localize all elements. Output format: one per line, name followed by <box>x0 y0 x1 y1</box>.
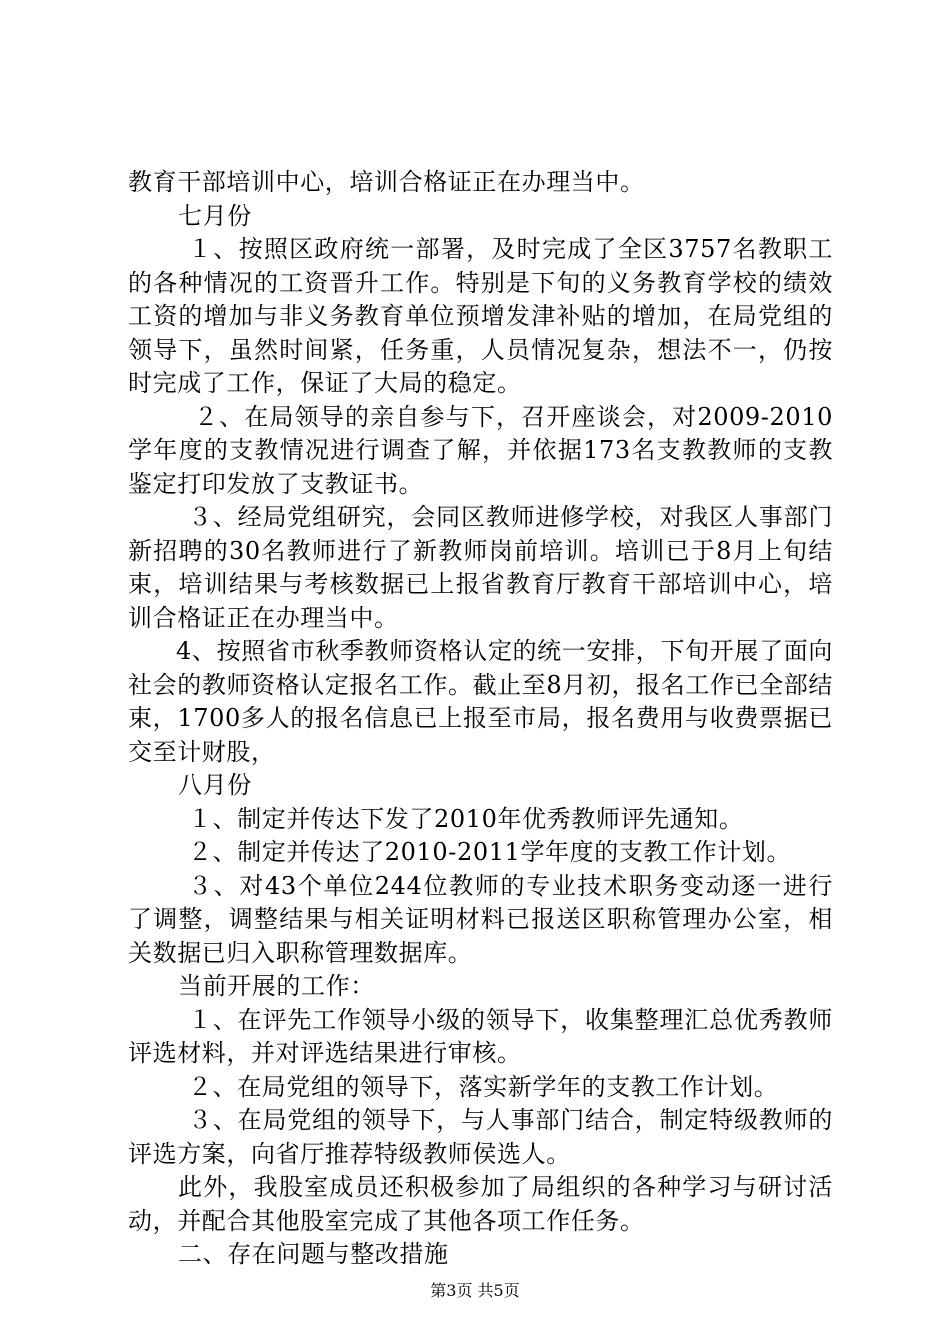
paragraph-continuation: 教育干部培训中心，培训合格证正在办理当中。 <box>128 168 645 196</box>
paragraph-july-item-3: ３、经局党组研究，会同区教师进修学校，对我区人事部门新招聘的30名教师进行了新教师岗前培训。培训已于8月上旬结束，培训结果与考核数据已上报省教育厅教育干部培训中心，培训合格证正在办理当中。 <box>128 503 833 632</box>
paragraph-current-item-1: １、在评先工作领导小级的领导下，收集整理汇总优秀教师评选材料，并对评选结果进行审核。 <box>128 1005 833 1067</box>
paragraph-august-item-2: ２、制定并传达了2010-2011学年度的支教工作计划。 <box>188 838 792 866</box>
page-number-footer: 第3页 共5页 <box>430 1281 520 1300</box>
section-heading-problems: 二、存在问题与整改措施 <box>178 1240 449 1268</box>
paragraph-additional: 此外，我股室成员还积极参加了局组织的各种学习与研讨活动，并配合其他股室完成了其他各项工作任务。 <box>128 1173 833 1235</box>
section-heading-current-work: 当前开展的工作： <box>178 972 375 1000</box>
paragraph-august-item-1: １、制定并传达下发了2010年优秀教师评先通知。 <box>188 804 744 833</box>
document-body <box>128 166 833 1272</box>
paragraph-july-item-2: ２、在局领导的亲自参与下，召开座谈会，对2009-2010学年度的支教情况进行调查了解，并依据173名支教教师的支教鉴定打印发放了支教证书。 <box>128 402 833 498</box>
paragraph-july-item-4: 4、按照省市秋季教师资格认定的统一安排，下旬开展了面向社会的教师资格认定报名工作。截止至8月初，报名工作已全部结束，1700多人的报名信息已上报至市局，报名费用与收费票据已交至计财股， <box>128 637 833 766</box>
paragraph-current-item-2: ２、在局党组的领导下，落实新学年的支教工作计划。 <box>188 1072 779 1101</box>
section-heading-july: 七月份 <box>178 201 252 230</box>
paragraph-current-item-3: ３、在局党组的领导下，与人事部门结合，制定特级教师的评选方案，向省厅推荐特级教师侯选人。 <box>128 1106 833 1168</box>
section-heading-august: 八月份 <box>178 771 252 799</box>
paragraph-august-item-3: ３、对43个单位244位教师的专业技术职务变动逐一进行了调整，调整结果与相关证明材料已报送区职称管理办公室，相关数据已归入职称管理数据库。 <box>128 871 833 967</box>
paragraph-july-item-1: １、按照区政府统一部署，及时完成了全区3757名教职工的各种情况的工资晋升工作。特别是下旬的义务教育学校的绩效工资的增加与非义务教育单位预增发津补贴的增加，在局党组的领导下，虽然时间紧，任务重，人员情况复杂，想法不一，仍按时完成了工作，保证了大局的稳定。 <box>128 235 833 397</box>
